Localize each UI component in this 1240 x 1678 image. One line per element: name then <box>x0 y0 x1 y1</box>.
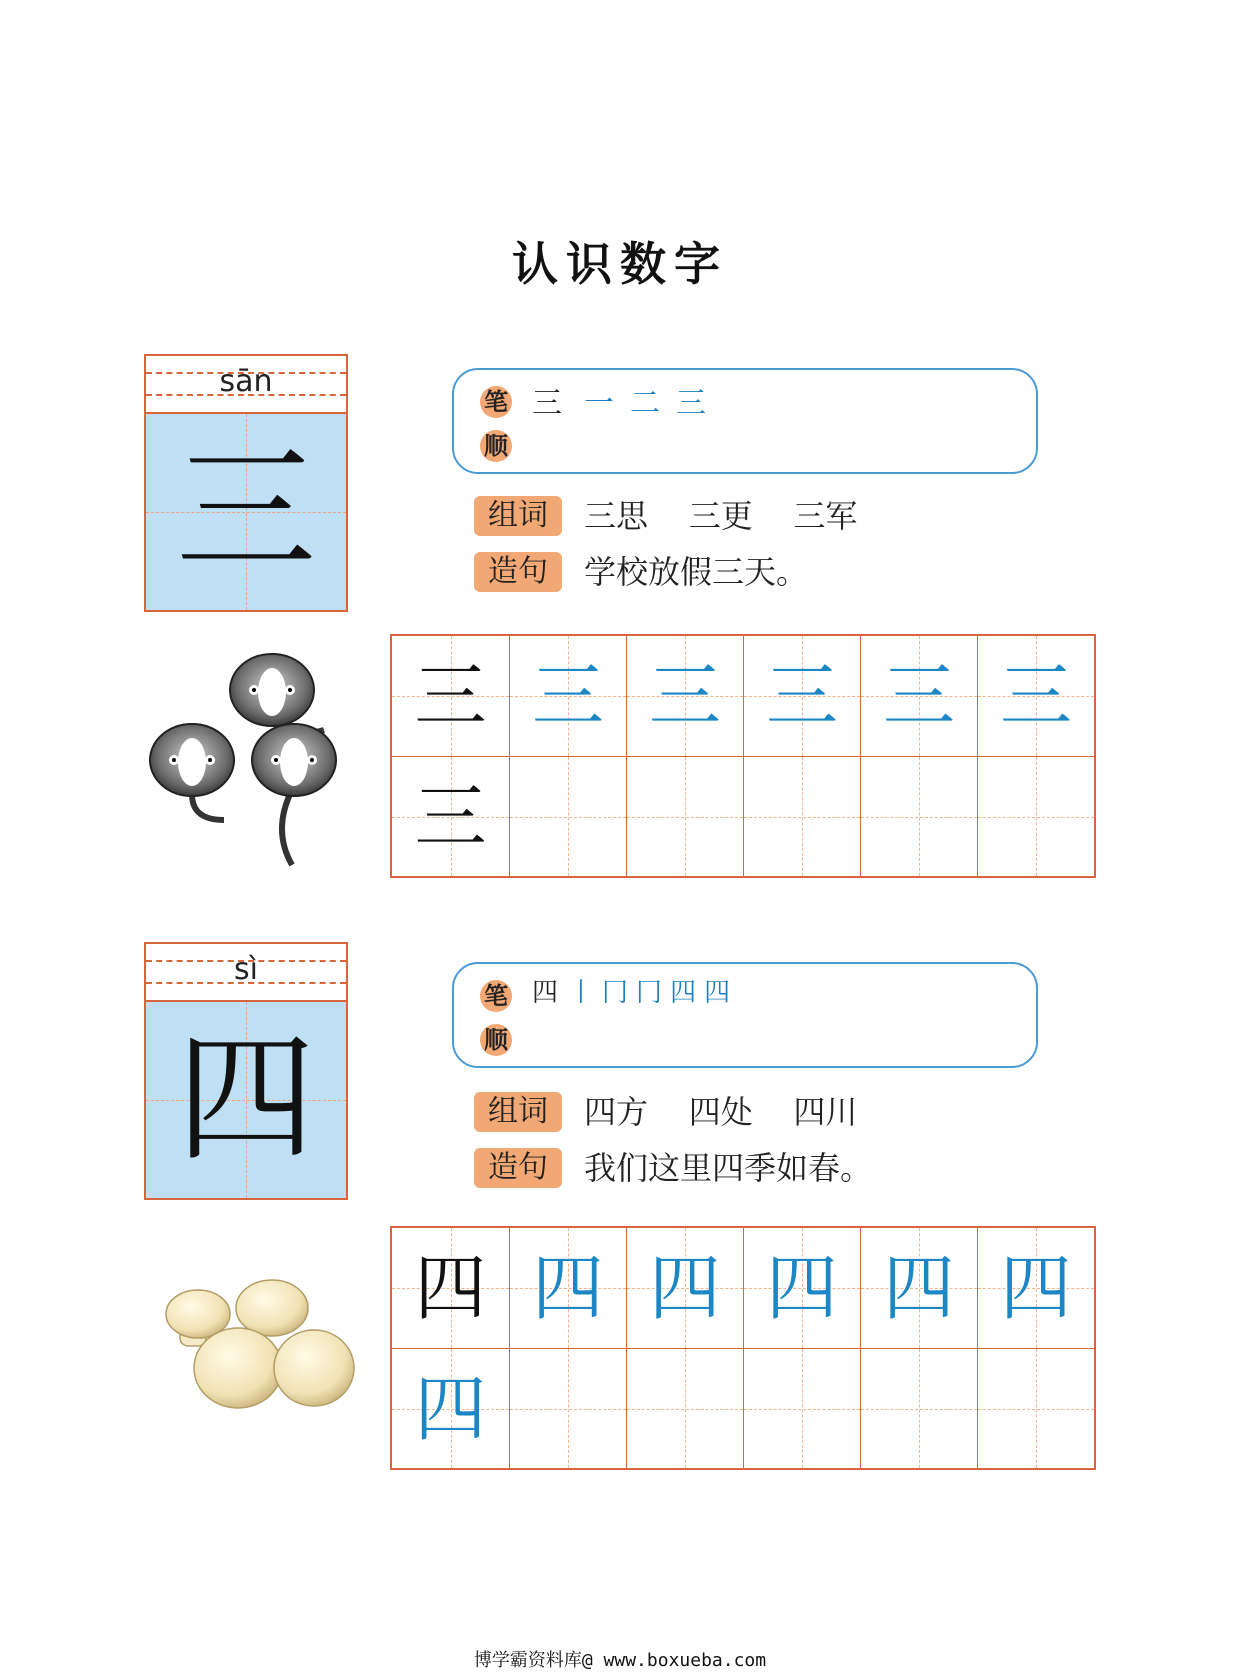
footer-watermark: 博学霸资料库@ www.boxueba.com <box>473 1650 767 1671</box>
trace-character: 四 <box>999 1246 1072 1330</box>
practice-cell-empty <box>977 1348 1094 1468</box>
stroke-step: 丨 <box>568 978 595 1008</box>
tadpole <box>150 724 234 820</box>
trace-character: 四 <box>765 1246 838 1330</box>
practice-cell-empty <box>626 1348 743 1468</box>
page-title: 认识数字 <box>512 237 728 291</box>
character-box <box>146 1000 346 1198</box>
practice-cell <box>392 636 509 756</box>
words-text: 三思 三更 三军 <box>584 497 858 535</box>
trace-character: 四 <box>882 1246 955 1330</box>
tadpole <box>252 724 336 865</box>
stroke-step: 冂 <box>602 978 629 1008</box>
practice-cell <box>392 756 509 876</box>
stroke-badge: 笔 <box>480 386 512 418</box>
character-box <box>146 412 346 610</box>
practice-cell-empty <box>509 1348 626 1468</box>
stroke-order-box <box>452 368 1038 474</box>
character-card-san <box>144 354 348 612</box>
order-badge: 顺 <box>480 430 512 462</box>
trace-character: 三 <box>531 654 604 738</box>
practice-cell <box>626 1228 743 1348</box>
words-label: 组词 <box>474 1092 562 1132</box>
sentence-text: 学校放假三天。 <box>584 553 809 591</box>
pinyin-area <box>146 356 346 412</box>
trace-character: 四 <box>648 1246 721 1330</box>
pinyin: sì <box>234 952 258 987</box>
trace-character: 四 <box>414 1367 487 1451</box>
practice-cell <box>977 1228 1094 1348</box>
sentence-label: 造句 <box>474 1148 562 1188</box>
practice-cell-empty <box>860 756 977 876</box>
stroke-sequence <box>532 378 722 422</box>
stroke-step: 四 <box>670 978 697 1008</box>
tadpole <box>230 654 324 733</box>
practice-grid-si <box>390 1226 1096 1470</box>
trace-character: 三 <box>999 654 1072 738</box>
practice-cell <box>392 1348 509 1468</box>
mushroom <box>236 1280 308 1336</box>
practice-cell-empty <box>509 756 626 876</box>
practice-grid-san <box>390 634 1096 878</box>
stroke-char: 四 <box>532 978 559 1008</box>
practice-cell <box>743 636 860 756</box>
stroke-order-box <box>452 962 1038 1068</box>
sentence-label: 造句 <box>474 552 562 592</box>
model-character: 三 <box>414 775 487 859</box>
stroke-step: 一 <box>584 386 614 421</box>
practice-cell <box>977 636 1094 756</box>
words-text: 四方 四处 四川 <box>584 1093 858 1131</box>
practice-cell <box>626 636 743 756</box>
practice-cell <box>392 1228 509 1348</box>
mushroom <box>274 1330 354 1406</box>
trace-character: 三 <box>648 654 721 738</box>
mushroom <box>194 1328 282 1408</box>
trace-character: 三 <box>765 654 838 738</box>
stroke-badge: 笔 <box>480 980 512 1012</box>
practice-cell-empty <box>743 1348 860 1468</box>
trace-character: 三 <box>882 654 955 738</box>
tadpoles-illustration <box>144 650 354 870</box>
practice-cell <box>509 1228 626 1348</box>
practice-cell <box>743 1228 860 1348</box>
pinyin-area <box>146 944 346 1000</box>
words-label: 组词 <box>474 496 562 536</box>
stroke-step: 二 <box>630 386 660 421</box>
model-character: 三 <box>414 654 487 738</box>
stroke-step: 冂 <box>636 978 663 1008</box>
practice-cell <box>860 1228 977 1348</box>
practice-cell-empty <box>743 756 860 876</box>
stroke-char: 三 <box>532 386 562 421</box>
practice-cell <box>509 636 626 756</box>
stroke-step: 三 <box>676 386 706 421</box>
mushrooms-illustration <box>154 1270 364 1420</box>
practice-cell-empty <box>626 756 743 876</box>
stroke-sequence <box>532 972 738 1009</box>
order-badge: 顺 <box>480 1024 512 1056</box>
model-character: 四 <box>414 1246 487 1330</box>
pinyin: sān <box>219 364 273 399</box>
stroke-step: 四 <box>704 978 731 1008</box>
practice-cell <box>860 636 977 756</box>
practice-cell-empty <box>860 1348 977 1468</box>
trace-character: 四 <box>531 1246 604 1330</box>
big-character: 三 <box>175 430 316 593</box>
sentence-text: 我们这里四季如春。 <box>584 1149 873 1187</box>
practice-cell-empty <box>977 756 1094 876</box>
big-character: 四 <box>175 1018 316 1181</box>
character-card-si <box>144 942 348 1200</box>
